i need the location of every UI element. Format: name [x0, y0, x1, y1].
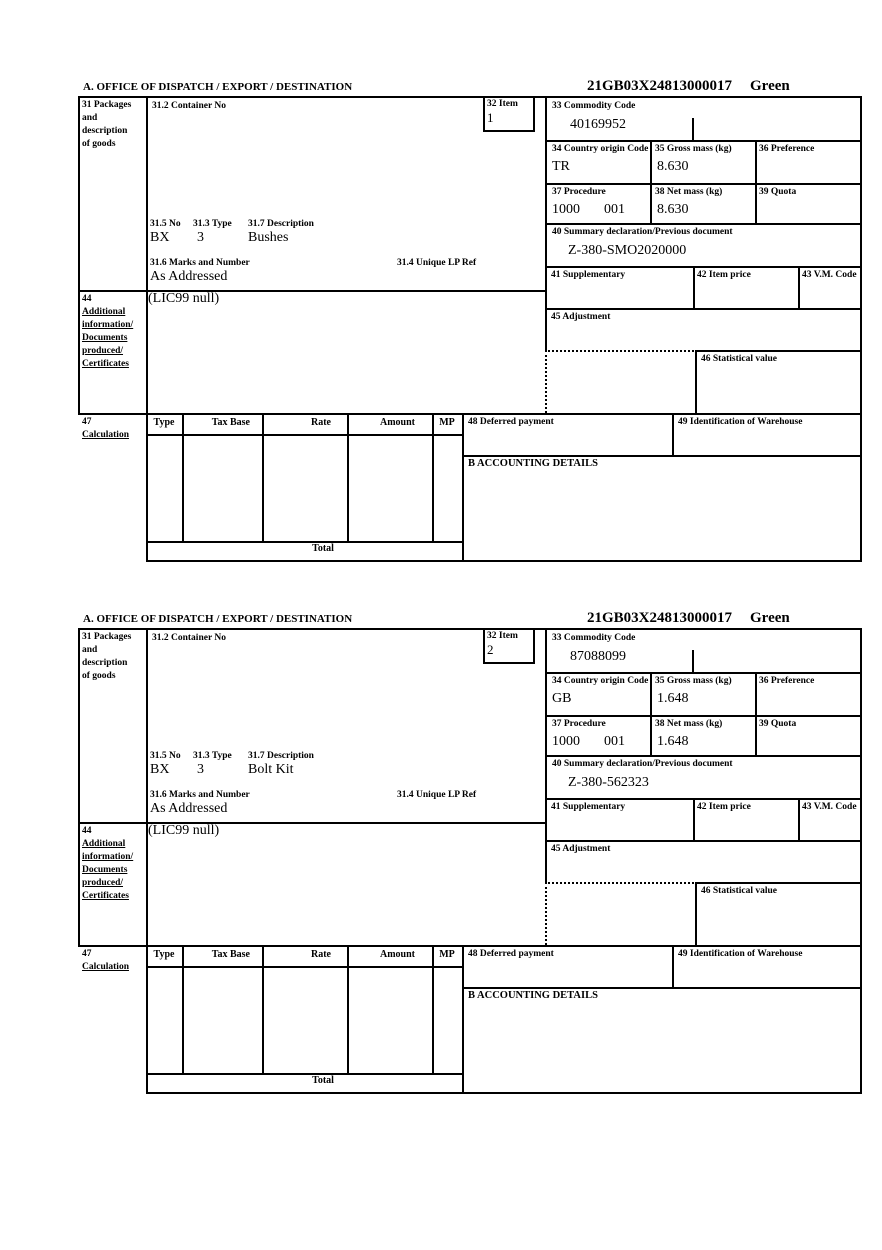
section-a-title: A. OFFICE OF DISPATCH / EXPORT / DESTINATION — [83, 81, 353, 93]
box44-label-line: Certificates — [82, 359, 129, 369]
box31-7-description-label: 31.7 Description — [248, 751, 314, 761]
divider — [262, 945, 264, 1073]
box44-label-line: Documents — [82, 865, 128, 875]
box44-label-line: produced/ — [82, 878, 124, 888]
divider — [545, 140, 860, 142]
divider — [650, 672, 652, 755]
divider — [545, 628, 547, 884]
section-a-title: A. OFFICE OF DISPATCH / EXPORT / DESTINATION — [83, 613, 353, 625]
box44-label-line: Additional — [82, 839, 126, 849]
box47-number: 47 — [82, 417, 92, 427]
divider — [672, 945, 674, 987]
box31-7-description-label: 31.7 Description — [248, 219, 314, 229]
declaration-item-section — [78, 610, 862, 1096]
box48-deferred-payment-label: 48 Deferred payment — [468, 949, 554, 959]
box31-label-line: of goods — [82, 671, 116, 681]
divider — [347, 945, 349, 1073]
divider — [78, 96, 80, 415]
divider — [545, 266, 860, 268]
box44-label-line: Documents — [82, 333, 128, 343]
divider — [483, 662, 535, 664]
divider — [78, 413, 860, 415]
calc-header-tax-base: Tax Base — [211, 949, 250, 960]
box47-calculation-label — [82, 948, 129, 974]
divider — [182, 413, 184, 541]
calc-total-label: Total — [312, 543, 334, 554]
box45-adjustment-label: 45 Adjustment — [551, 312, 611, 322]
box44-additional-info-label — [82, 293, 133, 371]
box31-5-no-label: 31.5 No — [150, 219, 181, 229]
divider — [545, 308, 860, 310]
procedure-value — [552, 202, 625, 217]
country-origin-value: TR — [552, 159, 570, 174]
box31-label-line: description — [82, 126, 128, 136]
divider — [347, 413, 349, 541]
box32-item-label: 32 Item — [487, 631, 518, 641]
country-origin-value: GB — [552, 691, 572, 706]
divider — [695, 350, 697, 413]
divider — [146, 1092, 862, 1094]
divider — [483, 628, 485, 662]
box34-country-origin-label: 34 Country origin Code — [552, 144, 649, 154]
box31-2-container-no-label: 31.2 Container No — [152, 101, 226, 111]
divider — [146, 966, 462, 968]
divider — [860, 96, 862, 562]
divider — [146, 96, 148, 562]
box31-packages-label — [82, 99, 131, 151]
box31-5-no-label: 31.5 No — [150, 751, 181, 761]
box40-summary-declaration-label: 40 Summary declaration/Previous document — [552, 759, 733, 769]
box47-title: Calculation — [82, 962, 129, 972]
box47-calculation-label — [82, 416, 129, 442]
box42-item-price-label: 42 Item price — [697, 270, 751, 280]
declaration-item-section — [78, 78, 862, 564]
box48-deferred-payment-label: 48 Deferred payment — [468, 417, 554, 427]
box31-label-line: and — [82, 645, 98, 655]
box44-label-line: Additional — [82, 307, 126, 317]
item-number-value: 2 — [487, 642, 494, 657]
divider — [462, 455, 860, 457]
divider — [462, 945, 464, 1094]
box43-vm-code-label: 43 V.M. Code — [802, 270, 857, 280]
box44-label-line: Certificates — [82, 891, 129, 901]
movement-reference — [587, 610, 790, 627]
dashed-divider — [545, 882, 547, 945]
divider — [432, 945, 434, 1073]
divider — [545, 223, 860, 225]
procedure-additional-value: 001 — [604, 734, 625, 749]
divider — [545, 96, 547, 352]
divider — [483, 130, 535, 132]
accounting-details-title: B ACCOUNTING DETAILS — [468, 990, 598, 1001]
divider — [533, 628, 535, 662]
box45-adjustment-label: 45 Adjustment — [551, 844, 611, 854]
divider — [146, 628, 148, 1094]
divider — [262, 413, 264, 541]
box32-item-label: 32 Item — [487, 99, 518, 109]
divider — [78, 628, 860, 630]
divider — [695, 882, 697, 945]
divider — [545, 183, 860, 185]
box38-net-mass-label: 38 Net mass (kg) — [655, 719, 723, 729]
divider — [462, 987, 860, 989]
box31-label-line: 31 Packages — [82, 632, 132, 642]
routing-status: Green — [750, 78, 790, 94]
divider — [545, 840, 860, 842]
divider — [462, 413, 464, 562]
box49-warehouse-label: 49 Identification of Warehouse — [678, 417, 803, 427]
divider — [483, 96, 485, 130]
divider — [182, 945, 184, 1073]
box31-3-type-label: 31.3 Type — [193, 219, 232, 229]
additional-information-value: (LIC99 null) — [148, 291, 220, 306]
box31-label-line: description — [82, 658, 128, 668]
box39-quota-label: 39 Quota — [759, 719, 797, 729]
box35-gross-mass-label: 35 Gross mass (kg) — [655, 676, 732, 686]
divider — [798, 798, 800, 840]
box37-procedure-label: 37 Procedure — [552, 719, 606, 729]
box31-6-marks-label: 31.6 Marks and Number — [150, 258, 250, 268]
box47-number: 47 — [82, 949, 92, 959]
divider — [695, 882, 860, 884]
box41-supplementary-label: 41 Supplementary — [551, 802, 626, 812]
calc-header-rate: Rate — [311, 949, 331, 960]
packages-type-value: 3 — [197, 762, 204, 777]
calc-header-mp: MP — [439, 417, 455, 428]
item-number-value: 1 — [487, 110, 494, 125]
procedure-code-value: 1000 — [552, 202, 580, 217]
divider — [545, 755, 860, 757]
box33-commodity-code-label: 33 Commodity Code — [552, 101, 636, 111]
divider — [78, 945, 860, 947]
box35-gross-mass-label: 35 Gross mass (kg) — [655, 144, 732, 154]
calc-header-type: Type — [153, 417, 175, 428]
packages-no-value: BX — [150, 762, 170, 777]
accounting-details-title: B ACCOUNTING DETAILS — [468, 458, 598, 469]
divider — [755, 672, 757, 755]
commodity-code-value: 87088099 — [570, 649, 626, 664]
calc-header-type: Type — [153, 949, 175, 960]
calc-header-amount: Amount — [379, 949, 415, 960]
divider — [860, 628, 862, 1094]
marks-and-number-value: As Addressed — [150, 269, 228, 284]
box36-preference-label: 36 Preference — [759, 676, 815, 686]
commodity-code-value: 40169952 — [570, 117, 626, 132]
divider — [672, 413, 674, 455]
box40-summary-declaration-label: 40 Summary declaration/Previous document — [552, 227, 733, 237]
divider — [432, 413, 434, 541]
box44-number: 44 — [82, 294, 92, 304]
divider — [693, 798, 695, 840]
box44-label-line: produced/ — [82, 346, 124, 356]
calc-header-mp: MP — [439, 949, 455, 960]
box38-net-mass-label: 38 Net mass (kg) — [655, 187, 723, 197]
net-mass-value: 8.630 — [657, 202, 689, 217]
box33-commodity-code-label: 33 Commodity Code — [552, 633, 636, 643]
additional-information-value: (LIC99 null) — [148, 823, 220, 838]
box46-statistical-value-label: 46 Statistical value — [701, 354, 777, 364]
box39-quota-label: 39 Quota — [759, 187, 797, 197]
divider — [695, 350, 860, 352]
divider — [650, 140, 652, 223]
calc-header-amount: Amount — [379, 417, 415, 428]
divider — [545, 798, 860, 800]
gross-mass-value: 8.630 — [657, 159, 689, 174]
box47-title: Calculation — [82, 430, 129, 440]
box31-4-unique-lp-ref-label: 31.4 Unique LP Ref — [397, 258, 477, 268]
divider — [693, 266, 695, 308]
box43-vm-code-label: 43 V.M. Code — [802, 802, 857, 812]
packages-type-value: 3 — [197, 230, 204, 245]
procedure-additional-value: 001 — [604, 202, 625, 217]
movement-reference-number: 21GB03X24813000017 — [587, 610, 733, 626]
box44-label-line: information/ — [82, 852, 134, 862]
movement-reference-number: 21GB03X24813000017 — [587, 78, 733, 94]
commodity-code-tick — [692, 118, 694, 140]
divider — [146, 560, 862, 562]
movement-reference — [587, 78, 790, 95]
box44-number: 44 — [82, 826, 92, 836]
gross-mass-value: 1.648 — [657, 691, 689, 706]
calc-header-rate: Rate — [311, 417, 331, 428]
marks-and-number-value: As Addressed — [150, 801, 228, 816]
goods-description-value: Bushes — [248, 230, 289, 245]
dashed-divider — [545, 350, 547, 413]
goods-description-value: Bolt Kit — [248, 762, 294, 777]
divider — [545, 715, 860, 717]
box37-procedure-label: 37 Procedure — [552, 187, 606, 197]
divider — [545, 672, 860, 674]
calc-total-label: Total — [312, 1075, 334, 1086]
procedure-code-value: 1000 — [552, 734, 580, 749]
box31-2-container-no-label: 31.2 Container No — [152, 633, 226, 643]
procedure-value — [552, 734, 625, 749]
box31-3-type-label: 31.3 Type — [193, 751, 232, 761]
box31-6-marks-label: 31.6 Marks and Number — [150, 790, 250, 800]
summary-declaration-value: Z-380-SMO2020000 — [568, 243, 687, 258]
commodity-code-tick — [692, 650, 694, 672]
routing-status: Green — [750, 610, 790, 626]
box31-packages-label — [82, 631, 131, 683]
dashed-divider — [545, 882, 697, 884]
box31-label-line: 31 Packages — [82, 100, 132, 110]
box44-label-line: information/ — [82, 320, 134, 330]
box41-supplementary-label: 41 Supplementary — [551, 270, 626, 280]
divider — [78, 96, 860, 98]
summary-declaration-value: Z-380-562323 — [568, 775, 649, 790]
dashed-divider — [545, 350, 697, 352]
box49-warehouse-label: 49 Identification of Warehouse — [678, 949, 803, 959]
net-mass-value: 1.648 — [657, 734, 689, 749]
divider — [798, 266, 800, 308]
box42-item-price-label: 42 Item price — [697, 802, 751, 812]
box36-preference-label: 36 Preference — [759, 144, 815, 154]
box46-statistical-value-label: 46 Statistical value — [701, 886, 777, 896]
box31-label-line: and — [82, 113, 98, 123]
box31-label-line: of goods — [82, 139, 116, 149]
packages-no-value: BX — [150, 230, 170, 245]
calc-header-tax-base: Tax Base — [211, 417, 250, 428]
divider — [755, 140, 757, 223]
divider — [146, 434, 462, 436]
box34-country-origin-label: 34 Country origin Code — [552, 676, 649, 686]
divider — [533, 96, 535, 130]
divider — [78, 628, 80, 947]
box31-4-unique-lp-ref-label: 31.4 Unique LP Ref — [397, 790, 477, 800]
box44-additional-info-label — [82, 825, 133, 903]
